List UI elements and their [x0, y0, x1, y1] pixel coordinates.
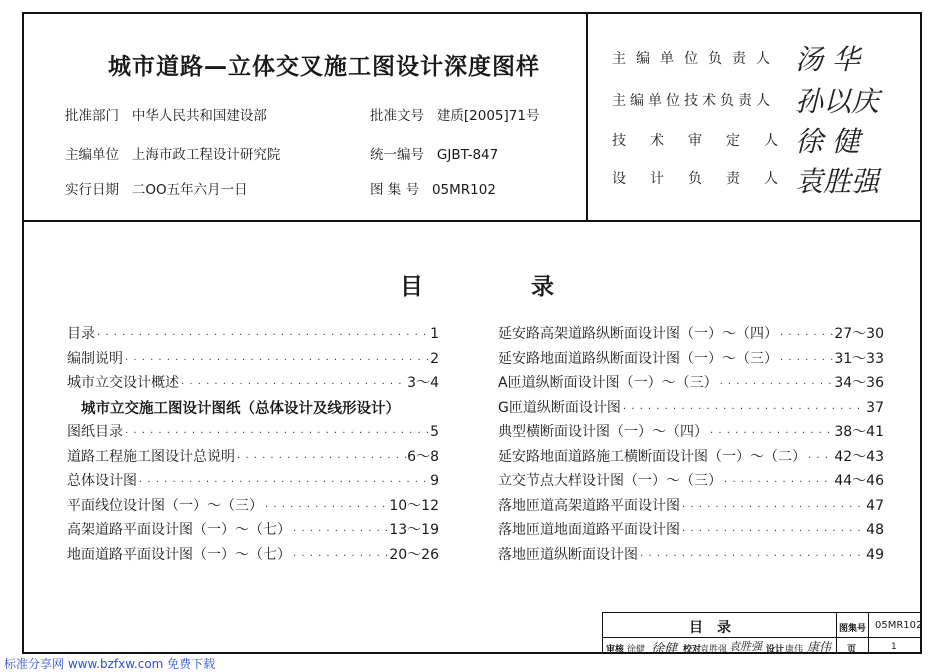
- toc-leader-dots: [291, 522, 389, 538]
- handwritten-signature: 袁胜强: [795, 165, 880, 198]
- toc-leader-dots: [680, 522, 866, 538]
- toc-leader-dots: [778, 351, 834, 367]
- document-title: 城市道路—立体交叉施工图设计深度图样: [108, 54, 540, 80]
- atlas-no-value: 05MR102: [875, 620, 923, 631]
- review-name: 徐健: [627, 645, 646, 655]
- toc-entry[interactable]: [498, 446, 884, 471]
- toc-entry-page: 31～33: [834, 350, 884, 367]
- signature-role: 主编单位负责人: [612, 51, 780, 67]
- toc-entry[interactable]: [67, 495, 439, 520]
- handwritten-signature: 袁胜强: [729, 640, 762, 653]
- toc-entry-page: 20～26: [389, 546, 439, 563]
- toc-entry-title: 立交节点大样设计图（一）～（三）: [498, 473, 722, 489]
- toc-leader-dots: [95, 326, 430, 342]
- toc-section-heading: 城市立交施工图设计图纸（总体设计及线形设计）: [81, 400, 400, 417]
- atlas-no-label: 图集号: [839, 624, 867, 634]
- approval-doc-label: 批准文号: [370, 108, 424, 124]
- editor-unit-label: 主编单位: [65, 147, 119, 163]
- toc-entry[interactable]: [498, 397, 884, 422]
- toc-entry-title: G匝道纵断面设计图: [498, 399, 621, 416]
- toc-entry-title: 延安路地面道路纵断面设计图（一）～（三）: [498, 350, 778, 367]
- title-block-divider: [836, 613, 837, 653]
- toc-entry-page: 49: [866, 546, 884, 563]
- toc-entry[interactable]: [498, 372, 884, 397]
- toc-entry[interactable]: [498, 519, 884, 544]
- handwritten-signature: 汤 华: [795, 43, 860, 76]
- toc-entry-title: 城市立交设计概述: [67, 375, 179, 391]
- toc-right-column: [498, 323, 884, 568]
- watermark-footer[interactable]: 标准分享网 www.bzfxw.com 免费下载: [4, 657, 216, 671]
- toc-entry-title: 典型横断面设计图（一）～（四）: [498, 424, 708, 440]
- toc-entry-page: 2: [430, 350, 439, 367]
- toc-entry-page: 44～46: [834, 473, 884, 489]
- atlas-no-row: [370, 178, 496, 198]
- check-name: 袁胜强: [700, 645, 728, 655]
- toc-entry[interactable]: [498, 323, 884, 348]
- toc-entry-title: 平面线位设计图（一）～（三）: [67, 497, 263, 514]
- toc-entry-page: 5: [430, 424, 439, 440]
- toc-entry-title: 图纸目录: [67, 424, 123, 440]
- toc-entry-page: 9: [430, 473, 439, 489]
- approval-doc-value: 建质[2005]71号: [436, 108, 540, 124]
- toc-leader-dots: [235, 449, 407, 465]
- toc-entry-title: 落地匝道高架道路平面设计图: [498, 497, 680, 514]
- toc-entry-title: 延安路地面道路施工横断面设计图（一）～（二）: [498, 448, 806, 465]
- title-block: [602, 612, 923, 657]
- signature-role: 主编单位技术负责人: [612, 93, 774, 109]
- toc-entry-title: 高架道路平面设计图（一）～（七）: [67, 522, 291, 538]
- unified-no-label: 统一编号: [370, 147, 424, 163]
- design-label: 设计: [766, 645, 785, 655]
- toc-leader-dots: [263, 498, 389, 514]
- approval-doc-row: [370, 104, 539, 124]
- toc-entry-page: 1: [430, 326, 439, 342]
- handwritten-signature: 徐健: [651, 642, 678, 657]
- page-number: 1: [891, 642, 897, 652]
- toc-entry-title: 总体设计图: [67, 473, 137, 489]
- toc-entry-page: 34～36: [834, 375, 884, 391]
- handwritten-signature: 康伟: [807, 640, 832, 654]
- toc-entry-title: 编制说明: [67, 350, 123, 367]
- toc-entry-title: 地面道路平面设计图（一）～（七）: [67, 546, 291, 563]
- toc-entry-title: 落地匝道地面道路平面设计图: [498, 522, 680, 538]
- check-label: 校对: [683, 645, 702, 655]
- editor-unit-row: [65, 143, 280, 163]
- toc-entry[interactable]: [67, 372, 439, 397]
- signature-role: 技术审定人: [612, 133, 802, 149]
- toc-leader-dots: [291, 547, 389, 563]
- effective-date-value: 二OO五年六月一日: [131, 182, 248, 198]
- approval-dept-row: [65, 104, 267, 124]
- effective-date-label: 实行日期: [65, 182, 119, 198]
- toc-entry-title: 落地匝道纵断面设计图: [498, 546, 638, 563]
- approval-dept-value: 中华人民共和国建设部: [131, 108, 267, 124]
- unified-no-value: GJBT-847: [436, 147, 499, 163]
- toc-entry[interactable]: [67, 519, 439, 544]
- toc-left-column: [67, 323, 439, 568]
- toc-leader-dots: [722, 473, 834, 489]
- title-block-title: 目 录: [689, 620, 731, 636]
- toc-entry-page: 47: [866, 497, 884, 514]
- design-name: 康伟: [785, 645, 804, 655]
- toc-entry-page: 42～43: [834, 448, 884, 465]
- toc-entry-page: 27～30: [834, 326, 884, 342]
- handwritten-signature: 孙以庆: [795, 85, 880, 118]
- title-block-divider: [868, 613, 869, 653]
- signature-role: 设计负责人: [612, 171, 802, 187]
- toc-leader-dots: [680, 498, 866, 514]
- header-column-divider: [586, 12, 588, 221]
- toc-entry-title: 延安路高架道路纵断面设计图（一）～（四）: [498, 326, 778, 342]
- toc-heading-left: 目: [400, 274, 423, 300]
- toc-entry-title: 目录: [67, 326, 95, 342]
- toc-entry[interactable]: [67, 470, 439, 495]
- toc-entry[interactable]: [67, 446, 439, 471]
- page-label: 页: [847, 645, 857, 655]
- toc-entry-page: 6～8: [407, 448, 439, 465]
- toc-entry-title: A匝道纵断面设计图（一）～（三）: [498, 375, 718, 391]
- toc-entry-page: 37: [866, 399, 884, 416]
- toc-leader-dots: [179, 375, 407, 391]
- toc-leader-dots: [123, 424, 430, 440]
- toc-leader-dots: [718, 375, 835, 391]
- toc-heading-right: 录: [531, 274, 554, 300]
- toc-entry-page: 48: [866, 522, 884, 538]
- review-label: 审核: [606, 645, 625, 655]
- toc-entry-page: 13～19: [389, 522, 439, 538]
- editor-unit-value: 上海市政工程设计研究院: [131, 147, 281, 163]
- toc-entry[interactable]: [498, 421, 884, 446]
- handwritten-signature: 徐 健: [795, 125, 860, 158]
- toc-entry[interactable]: [498, 470, 884, 495]
- toc-entry-page: 3～4: [407, 375, 439, 391]
- toc-entry[interactable]: [498, 495, 884, 520]
- toc-leader-dots: [123, 351, 430, 367]
- toc-entry-page: 10～12: [389, 497, 439, 514]
- toc-entry[interactable]: [498, 544, 884, 569]
- toc-entry[interactable]: [67, 544, 439, 569]
- toc-leader-dots: [621, 400, 866, 416]
- toc-entry[interactable]: [67, 421, 439, 446]
- header-divider: [22, 220, 922, 222]
- approval-dept-label: 批准部门: [65, 108, 119, 124]
- toc-leader-dots: [137, 473, 430, 489]
- toc-entry[interactable]: [67, 323, 439, 348]
- toc-entry-title: 道路工程施工图设计总说明: [67, 448, 235, 465]
- toc-entry-page: 38～41: [834, 424, 884, 440]
- toc-leader-dots: [806, 449, 834, 465]
- effective-date-row: [65, 178, 248, 198]
- toc-leader-dots: [778, 326, 834, 342]
- toc-leader-dots: [638, 547, 866, 563]
- toc-entry[interactable]: [67, 348, 439, 373]
- unified-no-row: [370, 143, 498, 163]
- toc-leader-dots: [708, 424, 834, 440]
- atlas-no-label: 图 集 号: [370, 182, 420, 198]
- atlas-no-value: 05MR102: [431, 182, 496, 198]
- toc-entry[interactable]: [498, 348, 884, 373]
